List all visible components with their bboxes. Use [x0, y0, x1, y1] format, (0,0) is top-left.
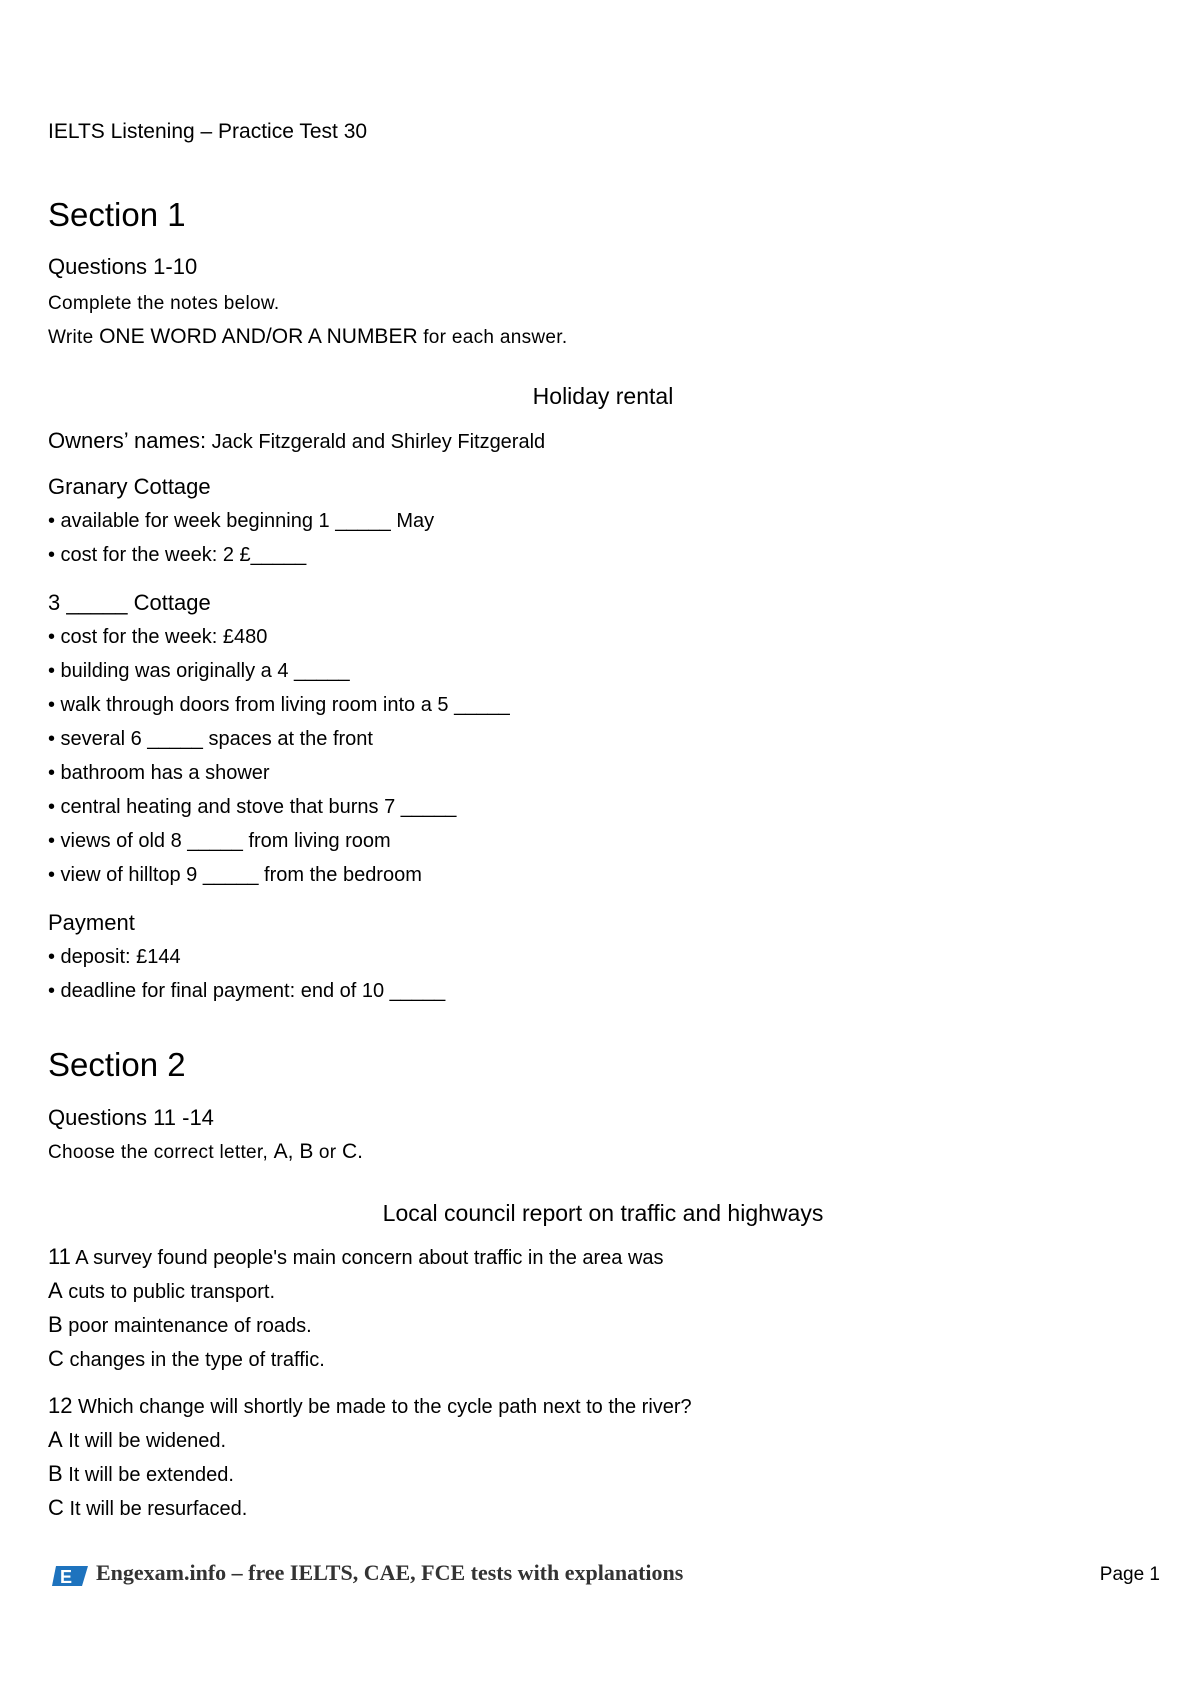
engexam-logo-icon — [52, 1564, 88, 1588]
section-2-questions: Questions 11 -14 — [48, 1105, 214, 1130]
option-line — [48, 1312, 312, 1338]
option-letter: B — [48, 1312, 63, 1337]
section-1-title: Section 1 — [48, 196, 186, 233]
option-text: changes in the type of traffic. — [63, 1349, 325, 1371]
svg-text:E: E — [60, 1567, 73, 1587]
section-1-questions: Questions 1-10 — [48, 254, 198, 279]
option-letter: A — [48, 1427, 63, 1452]
note-line: • bathroom has a shower — [48, 762, 270, 784]
owners-label: Owners’ names: — [48, 428, 207, 453]
payment-heading: Payment — [48, 910, 135, 935]
note-line: • walk through doors from living room into a 5 _____ — [48, 694, 510, 716]
option-text: It will be widened. — [62, 1430, 227, 1452]
instruction-text: Write — [48, 327, 100, 348]
note-line: • several 6 _____ spaces at the front — [48, 728, 373, 750]
instruction-text: Choose the correct letter, — [48, 1142, 274, 1163]
option-text: It will be extended. — [62, 1464, 234, 1486]
notes-title: Holiday rental — [532, 383, 674, 409]
note-line: • cost for the week: £480 — [48, 626, 268, 648]
section-2-instruction — [48, 1140, 363, 1164]
note-line: • available for week beginning 1 _____ May — [48, 510, 435, 532]
note-line: • cost for the week: 2 £_____ — [48, 544, 307, 566]
question-text: Which change will shortly be made to the cycle path next to the river? — [72, 1396, 692, 1418]
option-text: cuts to public transport. — [62, 1281, 276, 1303]
option-line — [48, 1427, 226, 1453]
page-number: Page 1 — [1099, 1564, 1160, 1585]
instruction-text: for each answer. — [417, 327, 568, 348]
granary-heading: Granary Cottage — [48, 474, 211, 499]
report-title: Local council report on traffic and highways — [382, 1200, 824, 1226]
note-line: • view of hilltop 9 _____ from the bedroom — [48, 864, 422, 886]
note-line: • deadline for final payment: end of 10 _____ — [48, 980, 446, 1002]
footer-link-text[interactable]: Engexam.info – free IELTS, CAE, FCE tests with explanations — [96, 1560, 684, 1585]
note-line: • building was originally a 4 _____ — [48, 660, 350, 682]
section-1-instruction-1: Complete the notes below. — [48, 293, 280, 314]
instruction-text: or — [313, 1142, 342, 1163]
option-letter: A — [48, 1278, 63, 1303]
option-text: It will be resurfaced. — [63, 1498, 248, 1520]
option-letter: C — [48, 1495, 64, 1520]
note-line: • deposit: £144 — [48, 946, 181, 968]
option-letter: B — [48, 1461, 63, 1486]
question-12 — [48, 1393, 692, 1419]
section-1-instruction-2 — [48, 325, 567, 349]
cottage3-heading: 3 _____ Cottage — [48, 590, 211, 615]
question-text: A survey found people's main concern about traffic in the area was — [70, 1247, 664, 1269]
question-number: 12 — [48, 1393, 73, 1418]
owners-value: Jack Fitzgerald and Shirley Fitzgerald — [206, 431, 546, 453]
section-2-title: Section 2 — [48, 1046, 186, 1083]
note-line: • views of old 8 _____ from living room — [48, 830, 391, 852]
document-header: IELTS Listening – Practice Test 30 — [48, 120, 368, 143]
option-line — [48, 1461, 234, 1487]
instruction-emphasis: ONE WORD AND/OR A NUMBER — [99, 325, 418, 348]
owners-line — [48, 428, 545, 454]
question-number: 11 — [48, 1244, 71, 1269]
instruction-emphasis: A, B — [273, 1140, 314, 1163]
note-line: • central heating and stove that burns 7 _____ — [48, 796, 457, 818]
option-letter: C — [48, 1346, 64, 1371]
option-line — [48, 1278, 275, 1304]
question-11 — [48, 1244, 664, 1270]
instruction-emphasis: C. — [342, 1140, 363, 1163]
option-line — [48, 1346, 325, 1372]
option-text: poor maintenance of roads. — [62, 1315, 312, 1337]
option-line — [48, 1495, 247, 1521]
